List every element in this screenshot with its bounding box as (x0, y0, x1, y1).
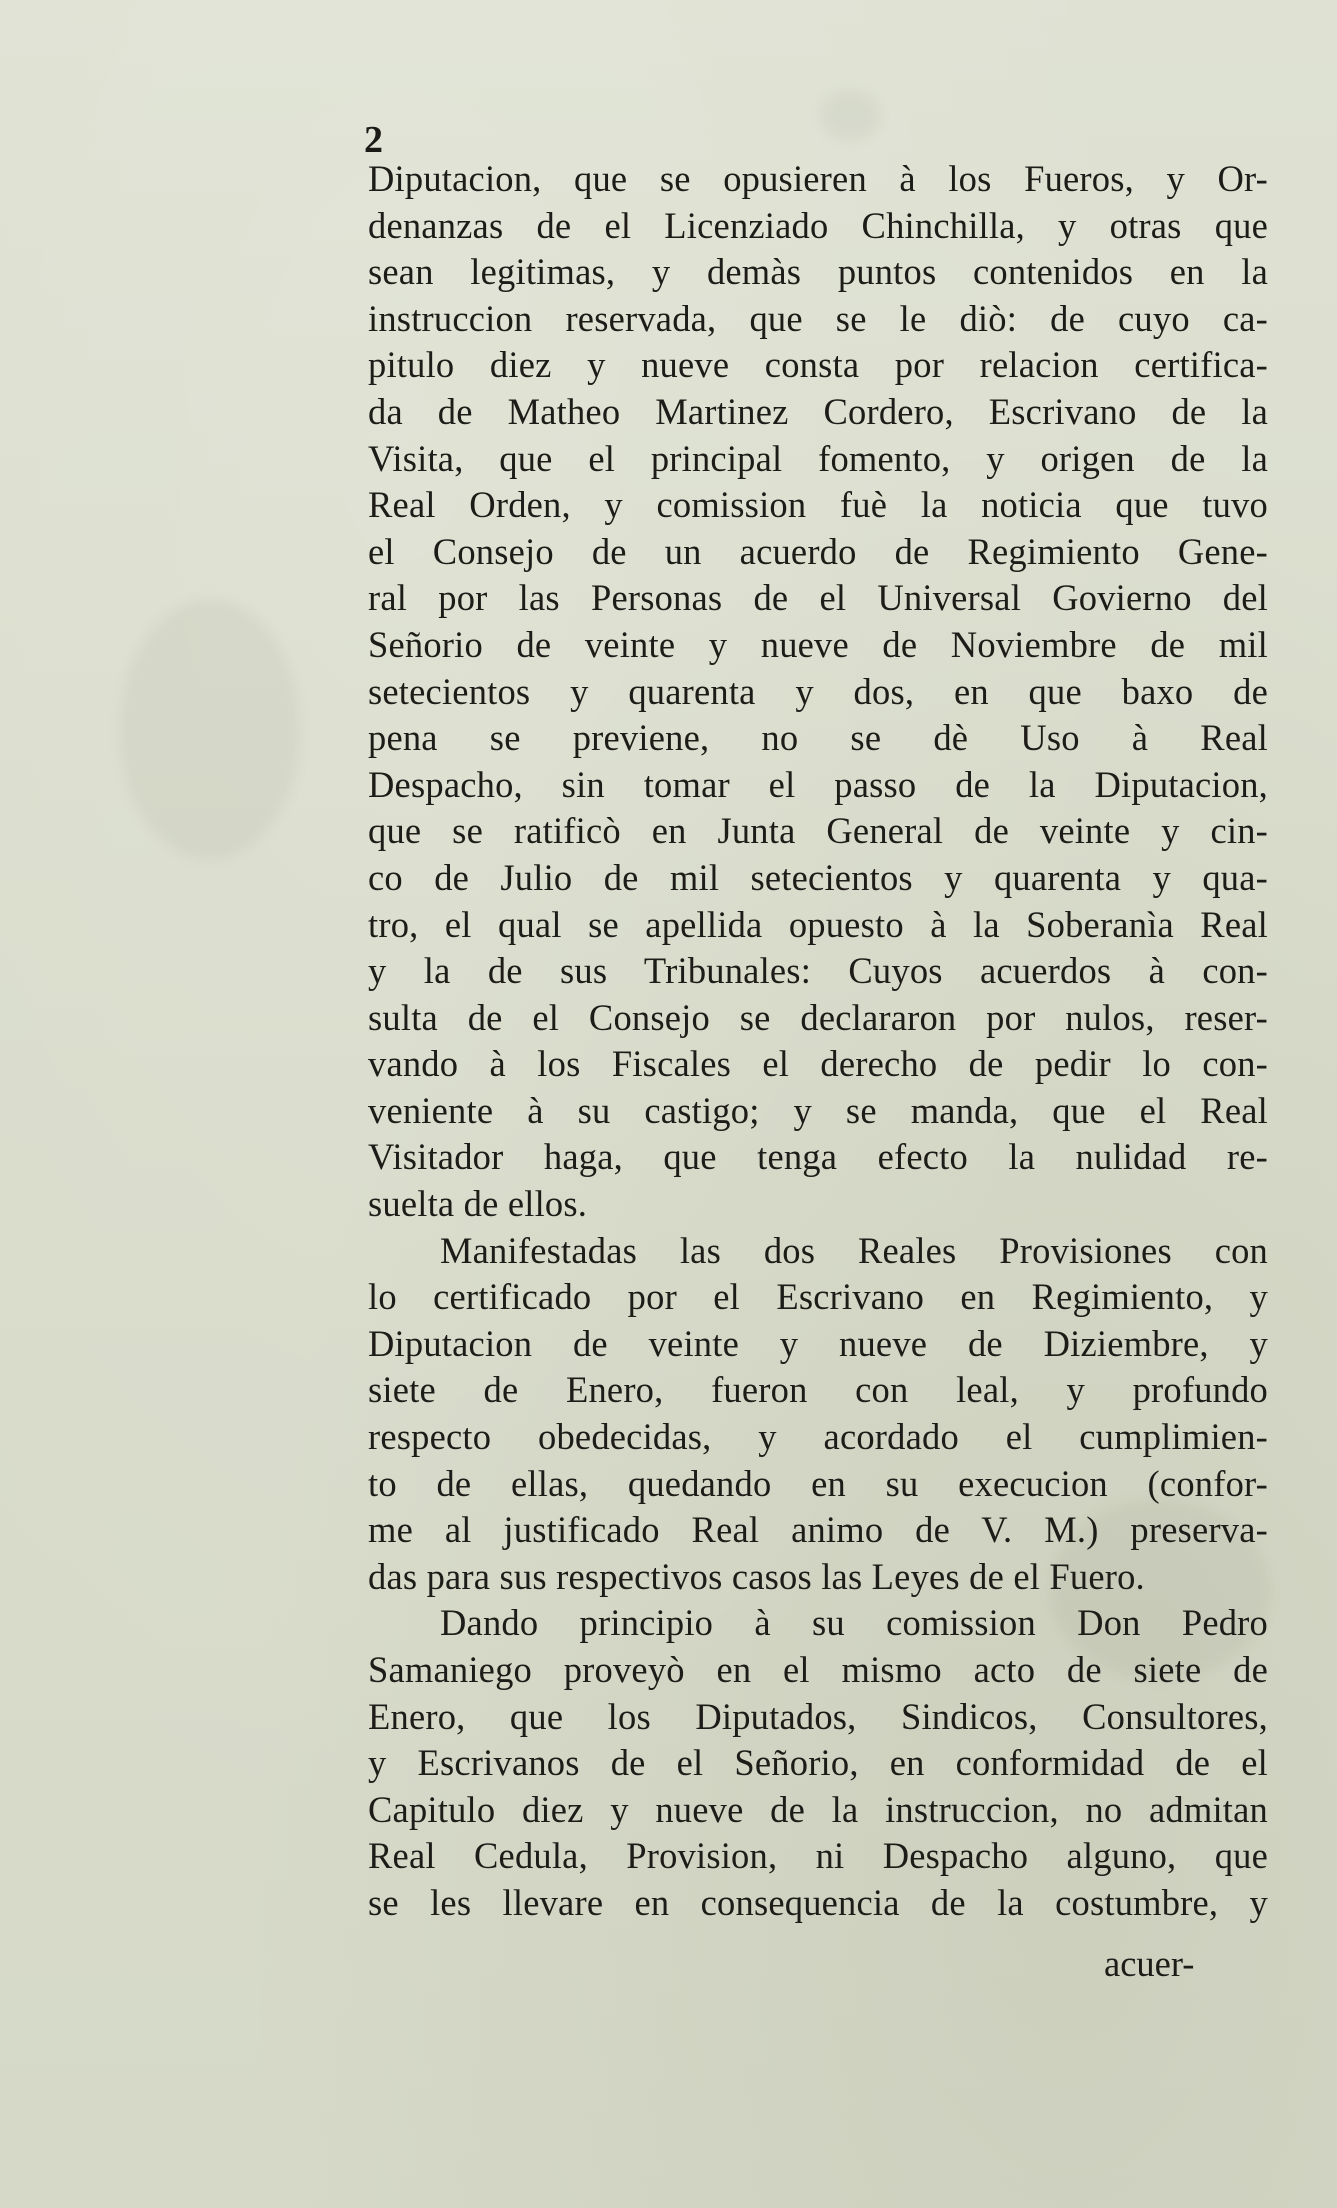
text-line: ral por las Personas de el Universal Govierno del (368, 577, 1268, 619)
text-line: das para sus respectivos casos las Leyes de el Fuero. (368, 1555, 1145, 1597)
text-line: Visita, que el principal fomento, y origen de la (368, 437, 1268, 479)
text-line: sean legitimas, y demàs puntos contenidos en la (368, 251, 1268, 293)
body-text (368, 156, 1268, 1927)
text-line: Despacho, sin tomar el passo de la Diputacion, (368, 763, 1268, 805)
text-line: suelta de ellos. (368, 1183, 588, 1225)
text-line: setecientos y quarenta y dos, en que baxo de (368, 670, 1268, 712)
text-line: Real Orden, y comission fuè la noticia que tuvo (368, 484, 1268, 526)
text-line: da de Matheo Martinez Cordero, Escrivano de la (368, 390, 1268, 432)
text-line: co de Julio de mil setecientos y quarenta y qua- (368, 856, 1268, 898)
text-line: Dando principio à su comission Don Pedro (440, 1602, 1268, 1644)
text-line: pena se previene, no se dè Uso à Real (368, 717, 1268, 759)
text-line: sulta de el Consejo se declararon por nulos, reser- (368, 996, 1268, 1038)
text-line: y la de sus Tribunales: Cuyos acuerdos à con- (368, 950, 1268, 992)
text-line: to de ellas, quedando en su execucion (confor- (368, 1462, 1268, 1504)
page-number: 2 (364, 119, 383, 161)
text-line: Señorio de veinte y nueve de Noviembre de mil (368, 623, 1268, 665)
text-line: y Escrivanos de el Señorio, en conformidad de el (368, 1742, 1268, 1784)
catchword: acuer- (1104, 1943, 1195, 1984)
text-line: Diputacion, que se opusieren à los Fueros, y Or- (368, 158, 1268, 199)
text-line: el Consejo de un acuerdo de Regimiento Gene- (368, 530, 1268, 572)
text-line: Capitulo diez y nueve de la instruccion, no admitan (368, 1788, 1268, 1830)
text-line: tro, el qual se apellida opuesto à la Soberanìa Real (368, 903, 1268, 945)
text-line: Diputacion de veinte y nueve de Diziembre, y (368, 1322, 1268, 1364)
text-line: Enero, que los Diputados, Sindicos, Consultores, (368, 1695, 1268, 1737)
text-line: pitulo diez y nueve consta por relacion certifica- (368, 344, 1268, 386)
text-line: respecto obedecidas, y acordado el cumplimien- (368, 1416, 1268, 1458)
text-line: Manifestadas las dos Reales Provisiones con (440, 1229, 1268, 1271)
text-line: siete de Enero, fueron con leal, y profundo (368, 1369, 1268, 1411)
text-line: vando à los Fiscales el derecho de pedir lo con- (368, 1043, 1268, 1085)
text-line: se les llevare en consequencia de la costumbre, y (368, 1881, 1268, 1923)
paper-stain (120, 600, 300, 860)
text-line: instruccion reservada, que se le diò: de cuyo ca- (368, 297, 1268, 339)
text-line: lo certificado por el Escrivano en Regimiento, y (368, 1276, 1268, 1318)
text-line: me al justificado Real animo de V. M.) preserva- (368, 1509, 1268, 1551)
text-line: Visitador haga, que tenga efecto la nulidad re- (368, 1136, 1268, 1178)
text-line: Real Cedula, Provision, ni Despacho alguno, que (368, 1835, 1268, 1877)
text-line: Samaniego proveyò en el mismo acto de siete de (368, 1649, 1268, 1690)
paper-stain (820, 90, 880, 140)
text-line: que se ratificò en Junta General de veinte y cin- (368, 810, 1268, 852)
text-line: denanzas de el Licenziado Chinchilla, y otras que (368, 204, 1268, 246)
text-line: veniente à su castigo; y se manda, que el Real (368, 1089, 1268, 1131)
